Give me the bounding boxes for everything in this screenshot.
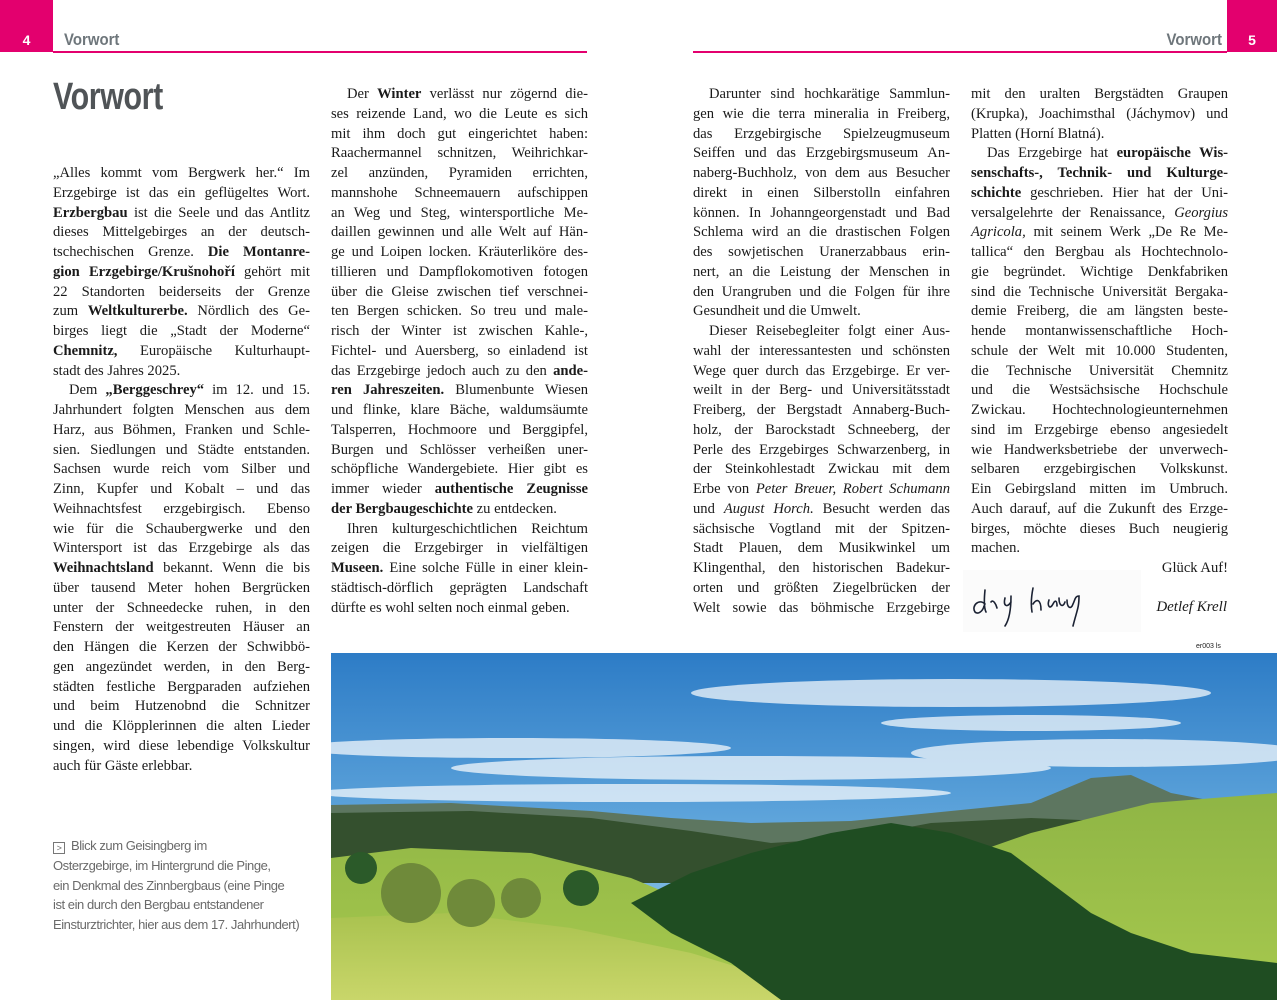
text-run: mannshohe Schneemauern aufschippen [331, 184, 588, 201]
text-run: wahl der interessantesten und schönsten [693, 342, 950, 359]
text-line [693, 85, 950, 105]
text-run: Gesundheit und die Umwelt. [693, 303, 861, 320]
bold-text: ande- [553, 362, 588, 379]
text-run: städten festliche Bergparaden aufziehen [53, 678, 310, 695]
text-line [53, 539, 310, 559]
text-run: im 12. und 15. [204, 382, 310, 399]
text-column-3 [693, 85, 950, 618]
text-run: auch für Gäste erlebbar. [53, 757, 193, 774]
text-line [53, 302, 310, 322]
text-run: können. In Johanngeorgenstadt und Bad [693, 204, 950, 221]
text-run: tallica“ den Bergbau als Hochtechnolo- [971, 244, 1228, 260]
text-line [331, 559, 588, 579]
text-line [331, 500, 588, 520]
text-run: ses reizende Land, wo die Leute es sich [331, 105, 588, 122]
caption-line: ist ein durch den Bergbau entstandener [53, 897, 264, 913]
text-run: direkt in einen Silberstolln einfahren [693, 184, 950, 201]
text-line [53, 342, 310, 362]
text-line [331, 144, 588, 164]
text-line [53, 204, 310, 224]
text-run: und flinke, klare Bäche, waldumsäumte [331, 402, 588, 418]
text-line [53, 757, 310, 777]
text-run: Platten (Horní Blatná). [971, 125, 1105, 142]
header-rule-right [693, 51, 1227, 53]
text-run: dieses Mittelgebirges an der deutsch- [53, 224, 310, 241]
text-line [693, 342, 950, 362]
text-run: immer wieder [331, 481, 435, 497]
text-line [53, 697, 310, 717]
text-run: über die Gleise zwischen tief verschnei- [331, 283, 588, 300]
text-line [331, 401, 588, 421]
text-run: Darunter sind hochkarätige Sammlun- [709, 86, 950, 102]
text-line [971, 500, 1228, 520]
text-line [53, 638, 310, 658]
text-line [53, 618, 310, 638]
photo-credit: er003 ls [1196, 643, 1221, 650]
text-line [53, 243, 310, 263]
text-line [331, 460, 588, 480]
text-run: das Erzgebirgische Spielzeugmuseum [693, 125, 950, 142]
text-line [331, 599, 588, 619]
text-run: Ein Gebirgsland mitten im Umbruch. [971, 481, 1228, 497]
text-column-1 [53, 164, 310, 776]
bold-text: Die Montanre- [207, 244, 311, 260]
text-line [693, 579, 950, 599]
text-line [331, 204, 588, 224]
running-head-right: Vorwort [1166, 30, 1222, 49]
text-run: versalgelehrte der Renaissance, [971, 204, 1175, 221]
text-run: Fenstern der weitgestreuten Häuser an [53, 619, 310, 636]
text-line [693, 243, 950, 263]
text-line [53, 322, 310, 342]
text-line [53, 263, 310, 283]
text-run: Das Erzgebirge hat [987, 145, 1117, 162]
italic-text: Peter Breuer, Robert Schumann [755, 481, 950, 497]
text-line [971, 125, 1228, 145]
text-line [331, 342, 588, 362]
text-line [693, 401, 950, 421]
text-run: Blumenbunte Wiesen [444, 382, 588, 399]
text-run: Welt sowie das böhmische Erzgebirge [693, 599, 950, 616]
text-line [53, 717, 310, 737]
photo-caption [53, 836, 299, 935]
page-title: Vorwort [53, 76, 163, 118]
text-run: und die Westsächsische Hochschule [971, 382, 1228, 399]
text-line [53, 164, 310, 184]
text-run: birges, möchte dieses Buch neugierig [971, 520, 1228, 537]
text-column-2 [331, 85, 588, 618]
text-run: Dieser Reisebegleiter folgt einer Aus- [709, 323, 950, 339]
italic-text: Georgius [1174, 204, 1228, 221]
text-run: Klingenthal, den historischen Badekur- [693, 560, 950, 576]
text-line [331, 579, 588, 599]
text-run: naberg-Buchholz, von dem aus Besucher [693, 165, 950, 181]
text-run: das Erzgebirge jedoch auch zu den [331, 362, 554, 379]
text-line [331, 263, 588, 283]
text-run: verlässt nur zögernd die- [421, 86, 588, 102]
text-line [971, 144, 1228, 164]
text-run: stadt des Jahres 2025. [53, 362, 181, 379]
text-run: Fichtel- und Auersberg, so einladend ist [331, 342, 588, 359]
text-line [693, 539, 950, 559]
bold-text: ren Jahreszeiten. [331, 382, 445, 399]
text-run: wie Handwerksbetriebe der unverwech- [971, 441, 1228, 458]
text-run: Glück Auf! [1161, 560, 1228, 576]
text-line [331, 164, 588, 184]
text-run: mit den uralten Bergstädten Graupen [971, 86, 1228, 102]
text-run: „Alles kommt vom Bergwerk her.“ Im [53, 165, 310, 181]
text-line [971, 184, 1228, 204]
text-run: Ihren kulturgeschichtlichen Reichtum [347, 520, 588, 537]
text-run: daillen gewinnen und alle Welt auf Hän- [331, 224, 588, 241]
text-run: schule der Welt mit 10.000 Studenten, [971, 342, 1228, 359]
text-line [331, 539, 588, 559]
text-line [693, 204, 950, 224]
bold-text: europäische Wis- [1116, 145, 1228, 162]
text-run: birges liegt die „Stadt der Moderne“ [53, 323, 310, 339]
text-line [331, 283, 588, 303]
text-line [693, 599, 950, 619]
text-run: und [693, 500, 724, 517]
text-run: risch der Winter ist zwischen Kahle-, [331, 323, 588, 339]
text-line [53, 559, 310, 579]
italic-text: Agricola, [971, 224, 1026, 241]
text-line [693, 283, 950, 303]
text-run: gie begründet. Wichtige Denkfabriken [971, 263, 1228, 280]
text-line [53, 460, 310, 480]
text-run: selbaren erzgebirgischen Volkskunst. [971, 461, 1228, 478]
text-run: sind im Erzgebirge ebenso angesiedelt [971, 421, 1228, 438]
text-run: schöpfliche Wandergebiete. Hier gibt es [331, 461, 588, 478]
text-run: Raachermannel schnitzen, Weihrichkar- [331, 145, 588, 162]
text-line [971, 223, 1228, 243]
text-line [53, 421, 310, 441]
text-line [971, 401, 1228, 421]
caption-line: Osterzgebirge, im Hintergrund die Pinge, [53, 857, 271, 873]
text-run: Perle des Erzgebirges Schwarzenberg, in [693, 441, 950, 458]
bold-text: der Bergbaugeschichte [331, 500, 474, 517]
text-run: sächsische Vogtland mit der Spitzen- [693, 520, 950, 537]
text-line [53, 401, 310, 421]
running-head-left: Vorwort [64, 30, 120, 49]
text-line [331, 441, 588, 461]
text-run: an Weg und Steg, wintersportliche Me- [331, 204, 588, 221]
text-run: machen. [971, 540, 1021, 557]
text-run: Sachsen wurde reich vom Silber und [53, 461, 310, 478]
bold-text: Weihnachtsland [53, 560, 154, 576]
text-run: sien. Siedlungen und Städte entstanden. [53, 441, 310, 458]
text-run: Wintersport ist das Erzgebirge als das [53, 540, 310, 557]
text-run: ten Bergen schicken. So treu und male- [331, 303, 588, 320]
text-run: Eine solche Fülle in einer klein- [383, 560, 588, 576]
text-line [693, 460, 950, 480]
bold-text: Weltkulturerbe. [87, 303, 188, 320]
text-line [693, 144, 950, 164]
text-run: nert, an die Leistung der Menschen in [693, 263, 950, 280]
text-run: weilt in der Berg- und Universitätsstadt [693, 382, 950, 399]
text-line [53, 184, 310, 204]
text-run: und die Klöpplerinnen die alten Lieder [53, 718, 310, 734]
text-line [971, 302, 1228, 322]
italic-text: August Horch. [723, 500, 814, 517]
text-run: singen, wird diese lebendige Volkskultur [53, 737, 310, 754]
caption-line: Einsturztrichter, hier aus dem 17. Jahrhundert) [53, 917, 300, 933]
landscape-photo [331, 653, 1277, 1000]
text-run: holz, der Barockstadt Schneeberg, der [693, 421, 950, 438]
text-run: ist die Seele und das Antlitz [127, 204, 310, 221]
text-line [331, 520, 588, 540]
text-line [693, 421, 950, 441]
text-line [693, 263, 950, 283]
text-run: 22 Standorten beiderseits der Grenze [53, 283, 310, 300]
text-run: Harz, aus Böhmen, Franken und Schle- [53, 421, 310, 438]
text-run: Dem [69, 382, 106, 399]
text-line [971, 105, 1228, 125]
text-run: Freiberg, der Bergstadt Annaberg-Buch- [693, 402, 950, 418]
text-line [971, 421, 1228, 441]
text-line [971, 480, 1228, 500]
text-run: zeigen die Erzgebirger in vielfältigen [331, 540, 588, 557]
text-line [693, 500, 950, 520]
text-line [53, 441, 310, 461]
text-run: Zinn, Kupfer und Kobalt – und das [53, 481, 310, 497]
bold-text: Chemnitz, [53, 342, 118, 359]
text-run: Zwickau. Hochtechnologieunternehmen [971, 402, 1228, 418]
bold-text: schichte [971, 184, 1022, 201]
text-run: des sowjetischen Uranerzabbaus erin- [693, 244, 950, 260]
text-line [693, 164, 950, 184]
text-run: Burgen und Schlösser verheißen uner- [331, 441, 588, 458]
text-run: (Krupka), Joachimsthal (Jáchymov) und [971, 105, 1228, 122]
text-line [971, 381, 1228, 401]
text-run: Talsperren, Hochmoore und Berggipfel, [331, 421, 588, 438]
text-run: und beim Hutzenobnd die Schnitzer [53, 698, 310, 715]
text-run: Seiffen und das Erzgebirgsmuseum An- [693, 145, 950, 162]
text-run: ge und Loipen locken. Kräuterliköre des- [331, 244, 588, 260]
text-line [53, 599, 310, 619]
text-line [53, 381, 310, 401]
text-line [331, 302, 588, 322]
text-run: Wege quer durch das Erzgebirge. Er ver- [693, 362, 950, 379]
text-run: bekannt. Wenn die bis [153, 560, 310, 576]
text-line [971, 539, 1228, 559]
text-line [331, 223, 588, 243]
text-line [331, 85, 588, 105]
text-run: zel anzünden, Pyramiden errichten, [331, 165, 588, 181]
text-line [693, 559, 950, 579]
text-run: den Hängen die Kerzen der Schwibbö- [53, 639, 310, 655]
text-line [53, 658, 310, 678]
text-run: sind die Technische Universität Bergaka- [971, 283, 1228, 300]
bold-text: senschafts-, Technik- und Kulturge- [971, 165, 1228, 181]
text-run: Weihnachtsfest erzgebirgisch. Ebenso [53, 500, 310, 517]
text-line [693, 125, 950, 145]
text-line [331, 362, 588, 382]
bold-text: gion Erzgebirge/Krušnohoří [53, 263, 235, 280]
text-run: dürfte es wohl selten noch einmal geben. [331, 599, 570, 616]
caption-line: Blick zum Geisingberg im [71, 838, 207, 853]
text-run: gehört mit [234, 263, 310, 280]
text-line [971, 362, 1228, 382]
text-line [53, 362, 310, 382]
text-line [971, 243, 1228, 263]
author-name: Detlef Krell [1156, 599, 1227, 615]
text-line [331, 421, 588, 441]
text-line [53, 579, 310, 599]
text-run: gen angezündet werden, in den Berg- [53, 658, 310, 675]
text-run: Stadt Plauen, dem Musikwinkel um [693, 540, 950, 557]
page-number-left: 4 [0, 0, 53, 52]
text-run: mit seinem Werk „De Re Me- [1025, 224, 1228, 241]
text-line [971, 204, 1228, 224]
text-line [331, 125, 588, 145]
text-line [693, 223, 950, 243]
text-line [693, 441, 950, 461]
text-line [971, 520, 1228, 540]
text-run: tillieren und Dampflokomotiven fotogen [331, 263, 588, 280]
text-run: den Urangruben und die Folgen für ihre [693, 283, 950, 300]
text-run: Erzgebirge ist das ein geflügeltes Wort. [53, 184, 310, 201]
text-run: Erbe von [693, 481, 756, 497]
text-run: Nördlich des Ge- [187, 303, 310, 320]
text-run: orten und größten Ziegelbrücken der [693, 579, 950, 596]
text-line [331, 381, 588, 401]
text-line [693, 184, 950, 204]
header-rule-left [53, 51, 587, 53]
text-line [53, 500, 310, 520]
text-line [971, 263, 1228, 283]
text-run: Auch darauf, auf die Zukunft des Erzge- [971, 500, 1228, 517]
text-line [971, 85, 1228, 105]
text-line [971, 164, 1228, 184]
bold-text: Erzbergbau [53, 204, 128, 221]
text-run: Der [347, 86, 378, 102]
text-line [331, 184, 588, 204]
text-line [53, 678, 310, 698]
text-run: Schlema wird an die drastischen Folgen [693, 224, 950, 241]
text-run: hende montanwissenschaftliche Hoch- [971, 323, 1228, 339]
text-run: tschechischen Grenze. [53, 244, 208, 260]
text-run: der Steinkohlestadt Zwickau mit dem [693, 461, 950, 478]
bold-text: authentische Zeugnisse [434, 481, 588, 497]
text-line [693, 302, 950, 322]
text-line [53, 737, 310, 757]
text-run: gen wie die terra mineralia in Freiberg, [693, 105, 950, 122]
text-run: wie für die Schaubergwerke und den [53, 520, 310, 537]
text-run: über tausend Meter hohen Bergrücken [53, 579, 310, 596]
text-line [331, 322, 588, 342]
text-run: Besucht werden das [813, 500, 950, 517]
text-run: zu entdecken. [473, 500, 557, 517]
text-line [693, 381, 950, 401]
text-run: zum [53, 303, 88, 320]
text-run: Europäische Kulturhaupt- [117, 342, 310, 359]
bold-text: „Berggeschrey“ [105, 382, 205, 399]
text-line [693, 480, 950, 500]
text-run: städtisch-dörflich geprägten Landschaft [331, 579, 588, 596]
text-column-4 [971, 85, 1228, 579]
text-line [971, 460, 1228, 480]
text-line [331, 105, 588, 125]
text-line [693, 362, 950, 382]
text-run: demie Freiberg, die am längsten beste- [971, 303, 1228, 320]
text-line [693, 520, 950, 540]
text-line [971, 322, 1228, 342]
page-number-right: 5 [1227, 0, 1277, 52]
text-line [971, 441, 1228, 461]
text-line [53, 223, 310, 243]
text-run: unter der Schneedecke ruhen, in den [53, 599, 310, 616]
text-line [971, 283, 1228, 303]
text-run: Jahrhundert folgten Menschen aus dem [53, 402, 310, 418]
text-line [971, 342, 1228, 362]
text-run: geschrieben. Hier hat der Uni- [1021, 184, 1228, 201]
text-line [53, 480, 310, 500]
text-line [331, 480, 588, 500]
bold-text: Winter [377, 86, 422, 102]
text-line [331, 243, 588, 263]
bold-text: Museen. [331, 560, 384, 576]
text-line [693, 322, 950, 342]
text-line [53, 283, 310, 303]
caption-line: ein Denkmal des Zinnbergbaus (eine Pinge [53, 877, 285, 893]
arrow-right-box-icon: > [53, 842, 65, 854]
text-line [693, 105, 950, 125]
text-line [53, 520, 310, 540]
text-run: mit ihm doch gut eingerichtet haben: [331, 125, 588, 142]
text-run: die Technische Universität Chemnitz [971, 362, 1228, 379]
